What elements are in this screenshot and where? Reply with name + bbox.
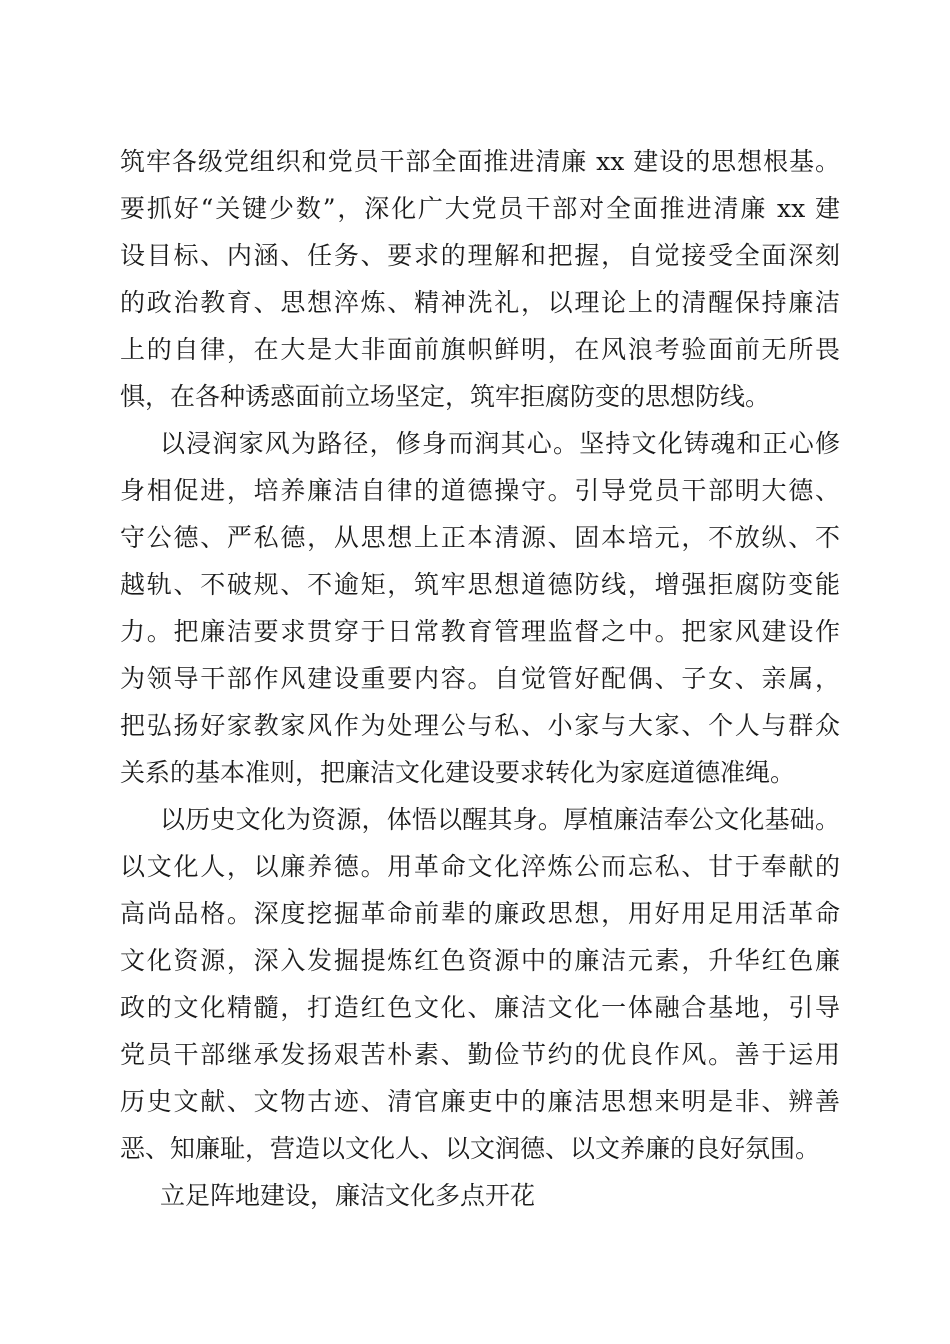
text-line: 惧，在各种诱惑面前立场坚定，筑牢拒腐防变的思想防线。 — [120, 382, 771, 411]
section-heading: 立足阵地建设，廉洁文化多点开花 — [160, 1181, 536, 1210]
text-line: 高尚品格。深度挖掘革命前辈的廉政思想，用好用足用活革命 — [120, 899, 840, 928]
document-body — [120, 138, 840, 1219]
paragraph-4 — [120, 1172, 840, 1219]
text-line: 以浸润家风为路径，修身而润其心。坚持文化铸魂和正心修 — [160, 429, 840, 458]
text-line: 以历史文化为资源，体悟以醒其身。厚植廉洁奉公文化基础。 — [160, 805, 840, 834]
text-line: 筑牢各级党组织和党员干部全面推进清廉 xx 建设的思想根基。 — [120, 147, 840, 176]
text-line: 越轨、不破规、不逾矩，筑牢思想道德防线，增强拒腐防变能 — [120, 570, 840, 599]
paragraph-3 — [120, 796, 840, 1172]
text-line: 以文化人，以廉养德。用革命文化淬炼公而忘私、甘于奉献的 — [120, 852, 840, 881]
text-line: 力。把廉洁要求贯穿于日常教育管理监督之中。把家风建设作 — [120, 617, 840, 646]
paragraph-1 — [120, 138, 840, 420]
text-line: 要抓好“关键少数”，深化广大党员干部对全面推进清廉 xx 建 — [120, 194, 840, 223]
text-line: 为领导干部作风建设重要内容。自觉管好配偶、子女、亲属， — [120, 664, 840, 693]
text-line: 身相促进，培养廉洁自律的道德操守。引导党员干部明大德、 — [120, 476, 840, 505]
text-line: 文化资源，深入发掘提炼红色资源中的廉洁元素，升华红色廉 — [120, 946, 840, 975]
text-line: 关系的基本准则，把廉洁文化建设要求转化为家庭道德准绳。 — [120, 758, 796, 787]
text-line: 的政治教育、思想淬炼、精神洗礼，以理论上的清醒保持廉洁 — [120, 288, 840, 317]
text-line: 守公德、严私德，从思想上正本清源、固本培元，不放纵、不 — [120, 523, 840, 552]
text-line: 上的自律，在大是大非面前旗帜鲜明，在风浪考验面前无所畏 — [120, 335, 840, 364]
paragraph-2 — [120, 420, 840, 796]
text-line: 历史文献、文物古迹、清官廉吏中的廉洁思想来明是非、辨善 — [120, 1087, 840, 1116]
text-line: 政的文化精髓，打造红色文化、廉洁文化一体融合基地，引导 — [120, 993, 840, 1022]
text-line: 把弘扬好家教家风作为处理公与私、小家与大家、个人与群众 — [120, 711, 840, 740]
text-line: 设目标、内涵、任务、要求的理解和把握，自觉接受全面深刻 — [120, 241, 840, 270]
text-line: 党员干部继承发扬艰苦朴素、勤俭节约的优良作风。善于运用 — [120, 1040, 840, 1069]
text-line: 恶、知廉耻，营造以文化人、以文润德、以文养廉的良好氛围。 — [120, 1134, 821, 1163]
